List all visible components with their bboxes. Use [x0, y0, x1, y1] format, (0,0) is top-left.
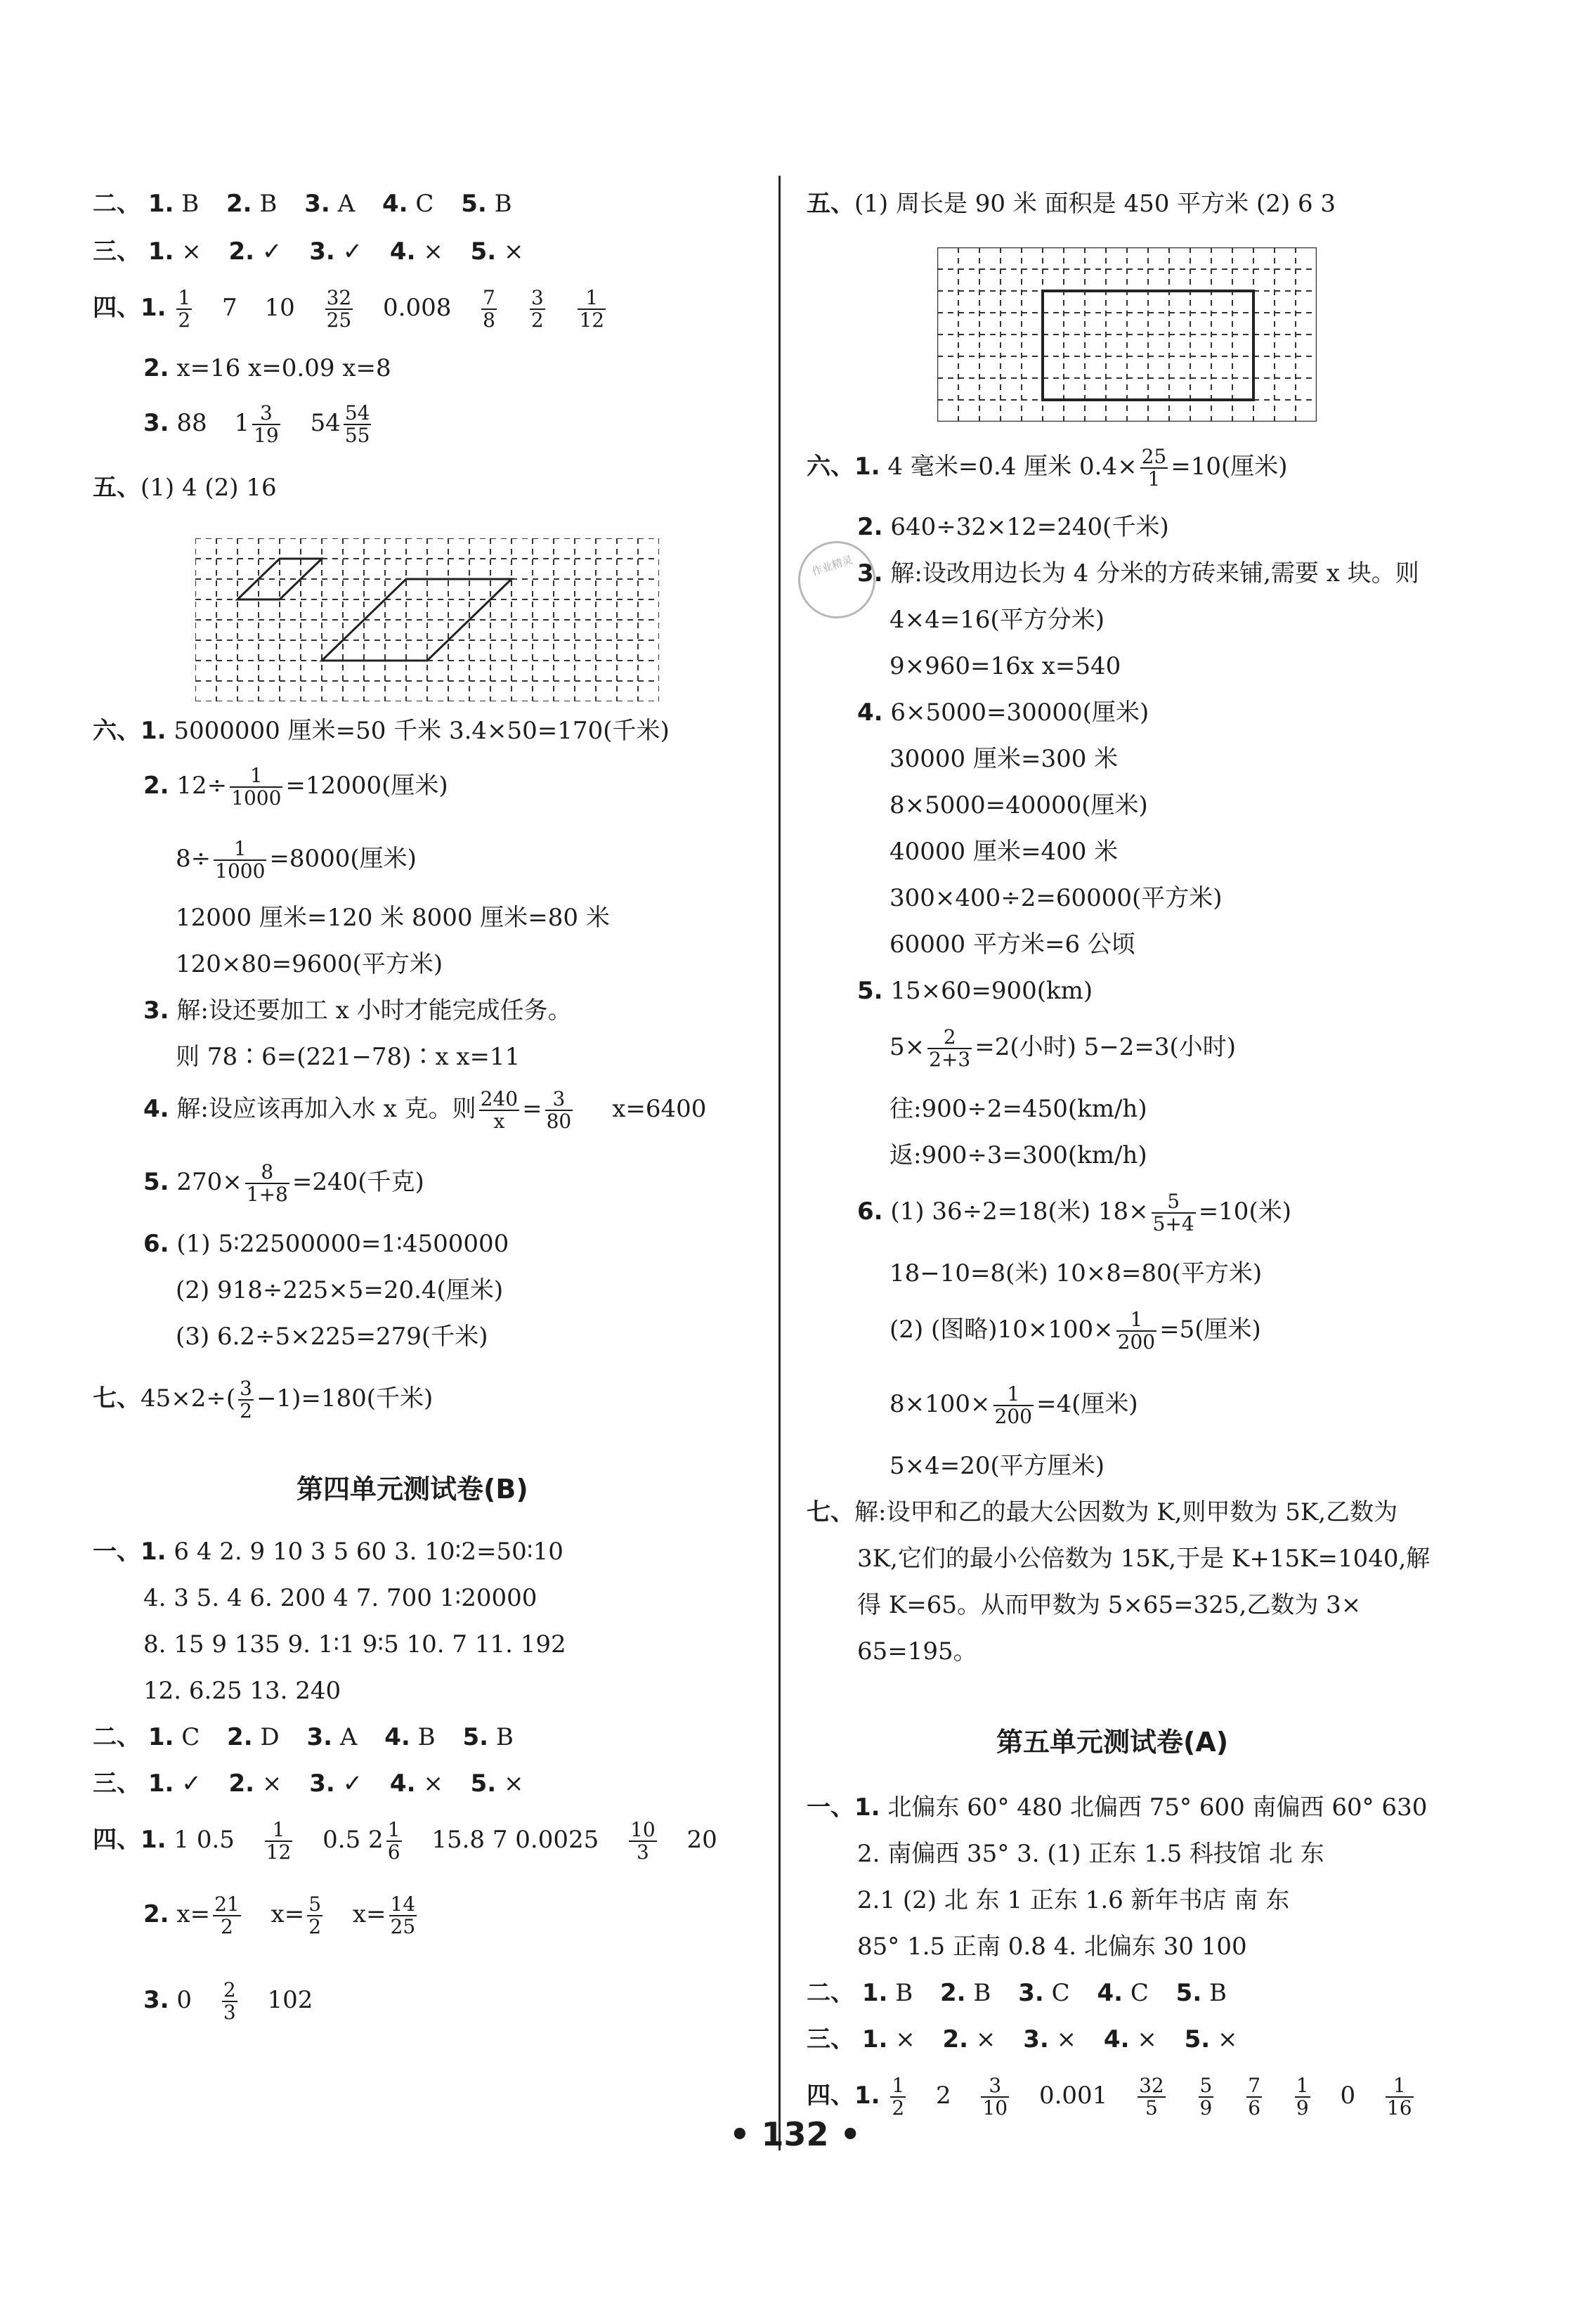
fraction: $\frac{7}{8}$: [483, 286, 495, 332]
left-b-yi-2-line: 4. 3 5. 4 6. 200 4 7. 700 1∶20000: [143, 1584, 537, 1612]
fraction: $\frac{32}{25}$: [326, 286, 352, 332]
fraction: $\frac{21}{2}$: [214, 1893, 240, 1938]
fraction: $\frac{10}{3}$: [630, 1818, 656, 1864]
fraction: $\frac{5}{5+4}$: [1152, 1190, 1194, 1235]
left-b-yi-3-line: 8. 15 9 135 9. 1∶1 9∶5 10. 7 11. 192: [143, 1630, 566, 1658]
right-liu-4c-line: 8×5000=40000(厘米): [890, 791, 1148, 819]
left-b-si-3-line: 3. 0 $\frac{2}{3}$ 102: [143, 1978, 313, 2024]
watermark-stamp: 作业精灵: [788, 531, 886, 629]
right-qi-2-line: 3K,它们的最小公倍数为 15K,于是 K+15K=1040,解: [857, 1545, 1431, 1573]
fraction: $\frac{32}{5}$: [1139, 2074, 1164, 2119]
fraction: $\frac{1}{2}$: [178, 286, 191, 332]
right-liu-4f-line: 60000 平方米=6 公顷: [890, 930, 1135, 959]
section-heading-unit4-b: 第四单元测试卷(B): [297, 1474, 528, 1505]
fraction: $\frac{2}{2+3}$: [929, 1025, 971, 1071]
right-a-yi-3-line: 2.1 (2) 北 东 1 正东 1.6 新年书店 南 东: [857, 1886, 1290, 1914]
section-heading-unit5-a: 第五单元测试卷(A): [996, 1727, 1229, 1758]
left-liu-4-line: 4. 解:设应该再加入水 x 克。则 $\frac{240}{x}$ = $\frac{3}{80}$ x=6400: [143, 1087, 707, 1133]
right-liu-1-line: 六、1. 4 毫米=0.4 厘米 0.4× $\frac{25}{1}$ =10(厘米): [807, 445, 1288, 491]
fraction: $\frac{1}{12}$: [579, 286, 605, 332]
right-liu-5b-line: 5× $\frac{2}{2+3}$ =2(小时) 5−2=3(小时): [890, 1025, 1237, 1071]
right-liu-5d-line: 返:900÷3=300(km/h): [890, 1141, 1147, 1169]
right-liu-5c-line: 往:900÷2=450(km/h): [890, 1095, 1147, 1123]
left-b-si-2-line: 2. x= $\frac{21}{2}$ x= $\frac{5}{2}$ x= $\frac{14}{25}$: [143, 1893, 416, 1938]
left-san-line: 三、 1. × 2. ✓ 3. ✓ 4. × 5. ×: [93, 238, 524, 266]
right-liu-6e-line: 5×4=20(平方厘米): [890, 1452, 1105, 1480]
left-liu-2a-line: 2. 12÷ $\frac{1}{1000}$ =12000(厘米): [143, 764, 448, 810]
left-liu-2d-line: 120×80=9600(平方米): [176, 950, 443, 978]
right-liu-4b-line: 30000 厘米=300 米: [890, 745, 1119, 773]
fraction: $\frac{1}{2}$: [892, 2074, 905, 2119]
right-a-san-line: 三、 1. × 2. × 3. × 4. × 5. ×: [807, 2025, 1238, 2053]
right-liu-4d-line: 40000 厘米=400 米: [890, 838, 1119, 866]
right-liu-6c-line: (2) (图略)10×100× $\frac{1}{200}$ =5(厘米): [890, 1308, 1261, 1353]
right-liu-2-line: 2. 640÷32×12=240(千米): [857, 513, 1169, 541]
left-qi-line: 七、45×2÷( $\frac{3}{2}$ −1)=180(千米): [93, 1377, 434, 1422]
right-liu-3a-line: 3. 解:设改用边长为 4 分米的方砖来铺,需要 x 块。则: [857, 559, 1419, 588]
left-si-1-line: 四、1. $\frac{1}{2}$ 7 10 $\frac{32}{25}$ 0.008 $\frac{7}{8}$ $\frac{3}{2}$ $\frac{1}{12}$: [93, 286, 605, 332]
fraction: $\frac{3}{2}$: [240, 1377, 252, 1422]
fraction: $\frac{1}{9}$: [1296, 2074, 1309, 2119]
right-a-yi-4-line: 85° 1.5 正南 0.8 4. 北偏东 30 100: [857, 1933, 1247, 1961]
right-a-yi-1-line: 一、1. 北偏东 60° 480 北偏西 75° 600 南偏西 60° 630: [807, 1793, 1428, 1822]
fraction: $\frac{25}{1}$: [1141, 445, 1167, 491]
right-qi-1-line: 七、解:设甲和乙的最大公因数为 K,则甲数为 5K,乙数为: [807, 1498, 1398, 1526]
parallelogram-grid-figure: [195, 538, 659, 701]
fraction: $\frac{3}{10}$: [982, 2074, 1008, 2119]
fraction: $\frac{1}{200}$: [1117, 1308, 1156, 1353]
fraction: $\frac{3}{2}$: [530, 286, 544, 332]
right-a-er-line: 二、 1. B 2. B 3. C 4. C 5. B: [807, 1979, 1227, 2007]
right-liu-4e-line: 300×400÷2=60000(平方米): [890, 884, 1223, 912]
right-liu-6a-line: 6. (1) 36÷2=18(米) 18× $\frac{5}{5+4}$ =10(米): [857, 1190, 1291, 1235]
right-liu-5a-line: 5. 15×60=900(km): [857, 977, 1093, 1005]
right-liu-6b-line: 18−10=8(米) 10×8=80(平方米): [890, 1259, 1263, 1287]
right-liu-6d-line: 8×100× $\frac{1}{200}$ =4(厘米): [890, 1382, 1138, 1428]
left-liu-2b-line: 8÷ $\frac{1}{1000}$ =8000(厘米): [176, 837, 417, 883]
left-er-line: 二、 1. B 2. B 3. A 4. C 5. B: [93, 190, 512, 218]
left-si-3-line: 3. 88 1 $\frac{3}{19}$ 54 $\frac{54}{55}$: [143, 401, 370, 447]
right-wu-line: 五、(1) 周长是 90 米 面积是 450 平方米 (2) 6 3: [807, 190, 1336, 218]
page-number: • 132 •: [729, 2115, 861, 2153]
left-liu-2c-line: 12000 厘米=120 米 8000 厘米=80 米: [176, 904, 610, 932]
left-b-yi-1-line: 一、1. 6 4 2. 9 10 3 5 60 3. 10∶2=50∶10: [93, 1538, 563, 1566]
right-a-yi-2-line: 2. 南偏西 35° 3. (1) 正东 1.5 科技馆 北 东: [857, 1840, 1324, 1868]
left-wu-line: 五、(1) 4 (2) 16: [93, 474, 277, 502]
left-liu-6b-line: (2) 918÷225×5=20.4(厘米): [176, 1276, 504, 1304]
fraction: $\frac{240}{x}$: [480, 1087, 519, 1133]
left-liu-3b-line: 则 78∶6=(221−78)∶x x=11: [176, 1043, 521, 1071]
right-qi-3-line: 得 K=65。从而甲数为 5×65=325,乙数为 3×: [857, 1591, 1362, 1619]
dashed-grid: [937, 247, 1317, 422]
left-liu-5-line: 5. 270× $\frac{8}{1+8}$ =240(千克): [143, 1160, 424, 1206]
rectangle-grid-figure: [937, 247, 1317, 422]
fraction: $\frac{1}{1000}$: [215, 837, 266, 883]
right-a-si-1-line: 四、1. $\frac{1}{2}$ 2 $\frac{3}{10}$ 0.001 $\frac{32}{5}$ $\frac{5}{9}$ $\frac{7}{6}$ $\frac{1}{9}$ 0 $\frac{1}{16}$: [807, 2074, 1412, 2119]
left-liu-3a-line: 3. 解:设还要加工 x 小时才能完成任务。: [143, 997, 572, 1025]
fraction: $\frac{5}{2}$: [308, 1893, 322, 1938]
fraction: $\frac{54}{55}$: [344, 401, 370, 447]
left-liu-6c-line: (3) 6.2÷5×225=279(千米): [176, 1323, 488, 1351]
left-b-yi-4-line: 12. 6.25 13. 240: [143, 1677, 341, 1705]
fraction: $\frac{8}{1+8}$: [246, 1160, 288, 1206]
fraction: $\frac{7}{6}$: [1248, 2074, 1261, 2119]
fraction: $\frac{1}{16}$: [1386, 2074, 1412, 2119]
right-liu-4a-line: 4. 6×5000=30000(厘米): [857, 699, 1149, 727]
fraction: $\frac{1}{200}$: [994, 1382, 1032, 1428]
fraction: $\frac{5}{9}$: [1199, 2074, 1213, 2119]
left-b-er-line: 二、 1. C 2. D 3. A 4. B 5. B: [93, 1723, 514, 1751]
column-divider: [778, 176, 781, 2150]
right-liu-3b-line: 4×4=16(平方分米): [890, 606, 1105, 634]
fraction: $\frac{14}{25}$: [390, 1893, 416, 1938]
left-b-san-line: 三、 1. ✓ 2. × 3. ✓ 4. × 5. ×: [93, 1770, 524, 1798]
left-liu-1-line: 六、1. 5000000 厘米=50 千米 3.4×50=170(千米): [93, 717, 670, 745]
fraction: $\frac{3}{19}$: [254, 401, 279, 447]
fraction: $\frac{2}{3}$: [223, 1978, 236, 2024]
left-liu-6a-line: 6. (1) 5∶22500000=1∶4500000: [143, 1230, 509, 1258]
right-qi-4-line: 65=195。: [857, 1637, 977, 1666]
right-liu-3c-line: 9×960=16x x=540: [890, 652, 1121, 680]
dashed-grid: [195, 538, 659, 701]
fraction: $\frac{1}{12}$: [266, 1818, 292, 1864]
left-b-si-1-line: 四、1. 1 0.5 $\frac{1}{12}$ 0.5 2 $\frac{1}{6}$ 15.8 7 0.0025 $\frac{10}{3}$ 20: [93, 1818, 717, 1864]
fraction: $\frac{1}{6}$: [387, 1818, 400, 1864]
left-si-2-line: 2. x=16 x=0.09 x=8: [143, 354, 391, 382]
fraction: $\frac{1}{1000}$: [231, 764, 282, 810]
fraction: $\frac{3}{80}$: [546, 1087, 572, 1133]
